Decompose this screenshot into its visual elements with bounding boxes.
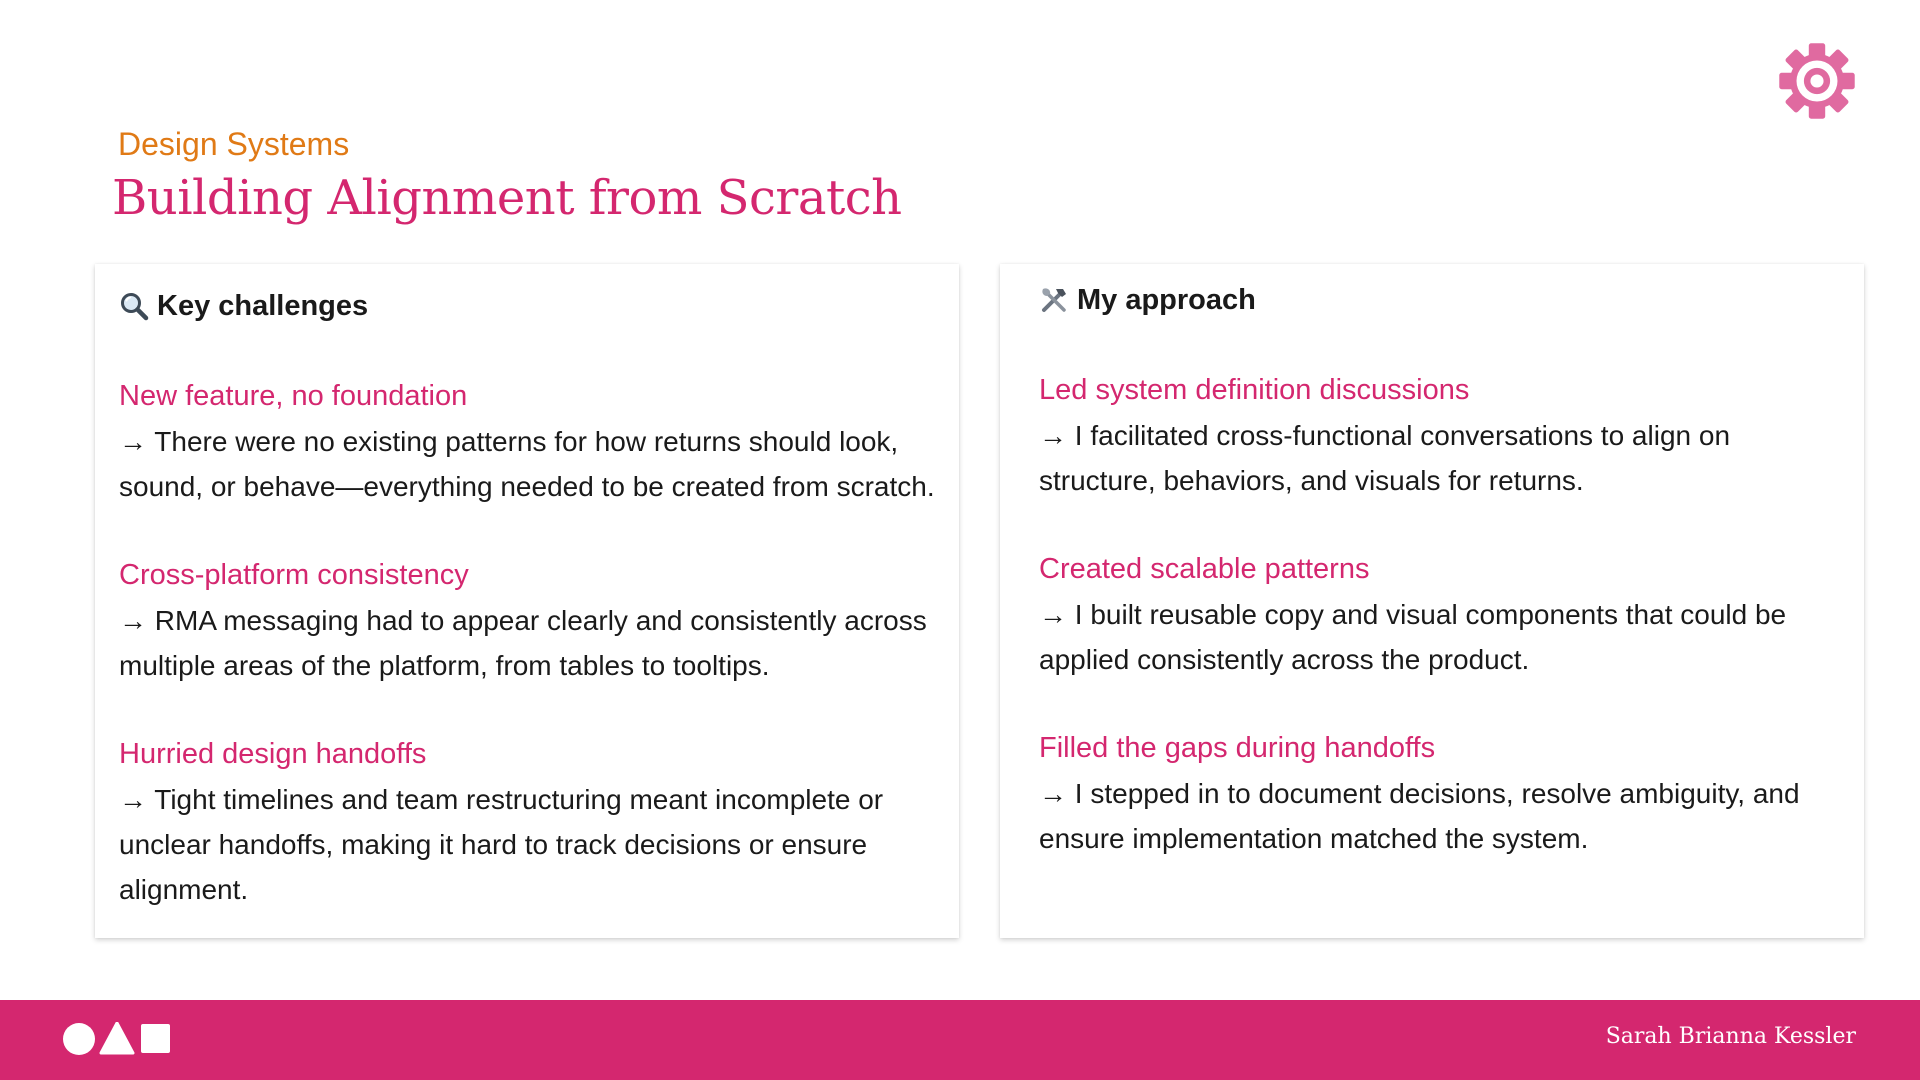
list-item xyxy=(1039,726,1844,861)
list-item xyxy=(119,374,939,509)
item-title: Filled the gaps during handoffs xyxy=(1039,732,1436,764)
item-body: → RMA messaging had to appear clearly and consistently across multiple areas of the platform, from tables to tooltips. xyxy=(119,605,927,681)
item-body: → I built reusable copy and visual components that could be applied consistently across the product. xyxy=(1039,599,1787,675)
challenges-heading xyxy=(119,284,939,328)
challenges-list xyxy=(119,374,939,912)
item-title: Led system definition discussions xyxy=(1039,374,1470,406)
approach-heading xyxy=(1039,278,1844,322)
challenges-heading-label: Key challenges xyxy=(157,289,369,322)
gear-icon[interactable] xyxy=(1776,40,1858,122)
magnifying-glass-icon xyxy=(119,291,149,321)
item-title: Created scalable patterns xyxy=(1039,553,1370,585)
item-title: Cross-platform consistency xyxy=(119,559,469,591)
list-item xyxy=(119,732,939,912)
circle-triangle-square-icon xyxy=(63,1022,171,1056)
item-title: Hurried design handoffs xyxy=(119,738,427,770)
item-title: New feature, no foundation xyxy=(119,380,468,412)
tools-icon xyxy=(1039,285,1069,315)
item-body: → I stepped in to document decisions, resolve ambiguity, and ensure implementation matched the system. xyxy=(1039,778,1800,854)
list-item xyxy=(1039,547,1844,682)
page-title: Building Alignment from Scratch xyxy=(112,170,902,226)
approach-heading-label: My approach xyxy=(1077,283,1256,316)
author-name: Sarah Brianna Kessler xyxy=(1605,1024,1856,1049)
section-eyebrow: Design Systems xyxy=(118,126,350,162)
item-body: → There were no existing patterns for how returns should look, sound, or behave—everything needed to be created from scratch. xyxy=(119,426,935,502)
item-body: → I facilitated cross-functional conversations to align on structure, behaviors, and visuals for returns. xyxy=(1039,420,1731,496)
challenges-card xyxy=(95,264,959,938)
item-body: → Tight timelines and team restructuring meant incomplete or unclear handoffs, making it hard to track decisions or ensure alignment. xyxy=(119,784,884,905)
footer-bar xyxy=(0,1000,1920,1080)
list-item xyxy=(1039,368,1844,503)
approach-list xyxy=(1039,368,1844,861)
approach-card xyxy=(1000,264,1864,938)
list-item xyxy=(119,553,939,688)
